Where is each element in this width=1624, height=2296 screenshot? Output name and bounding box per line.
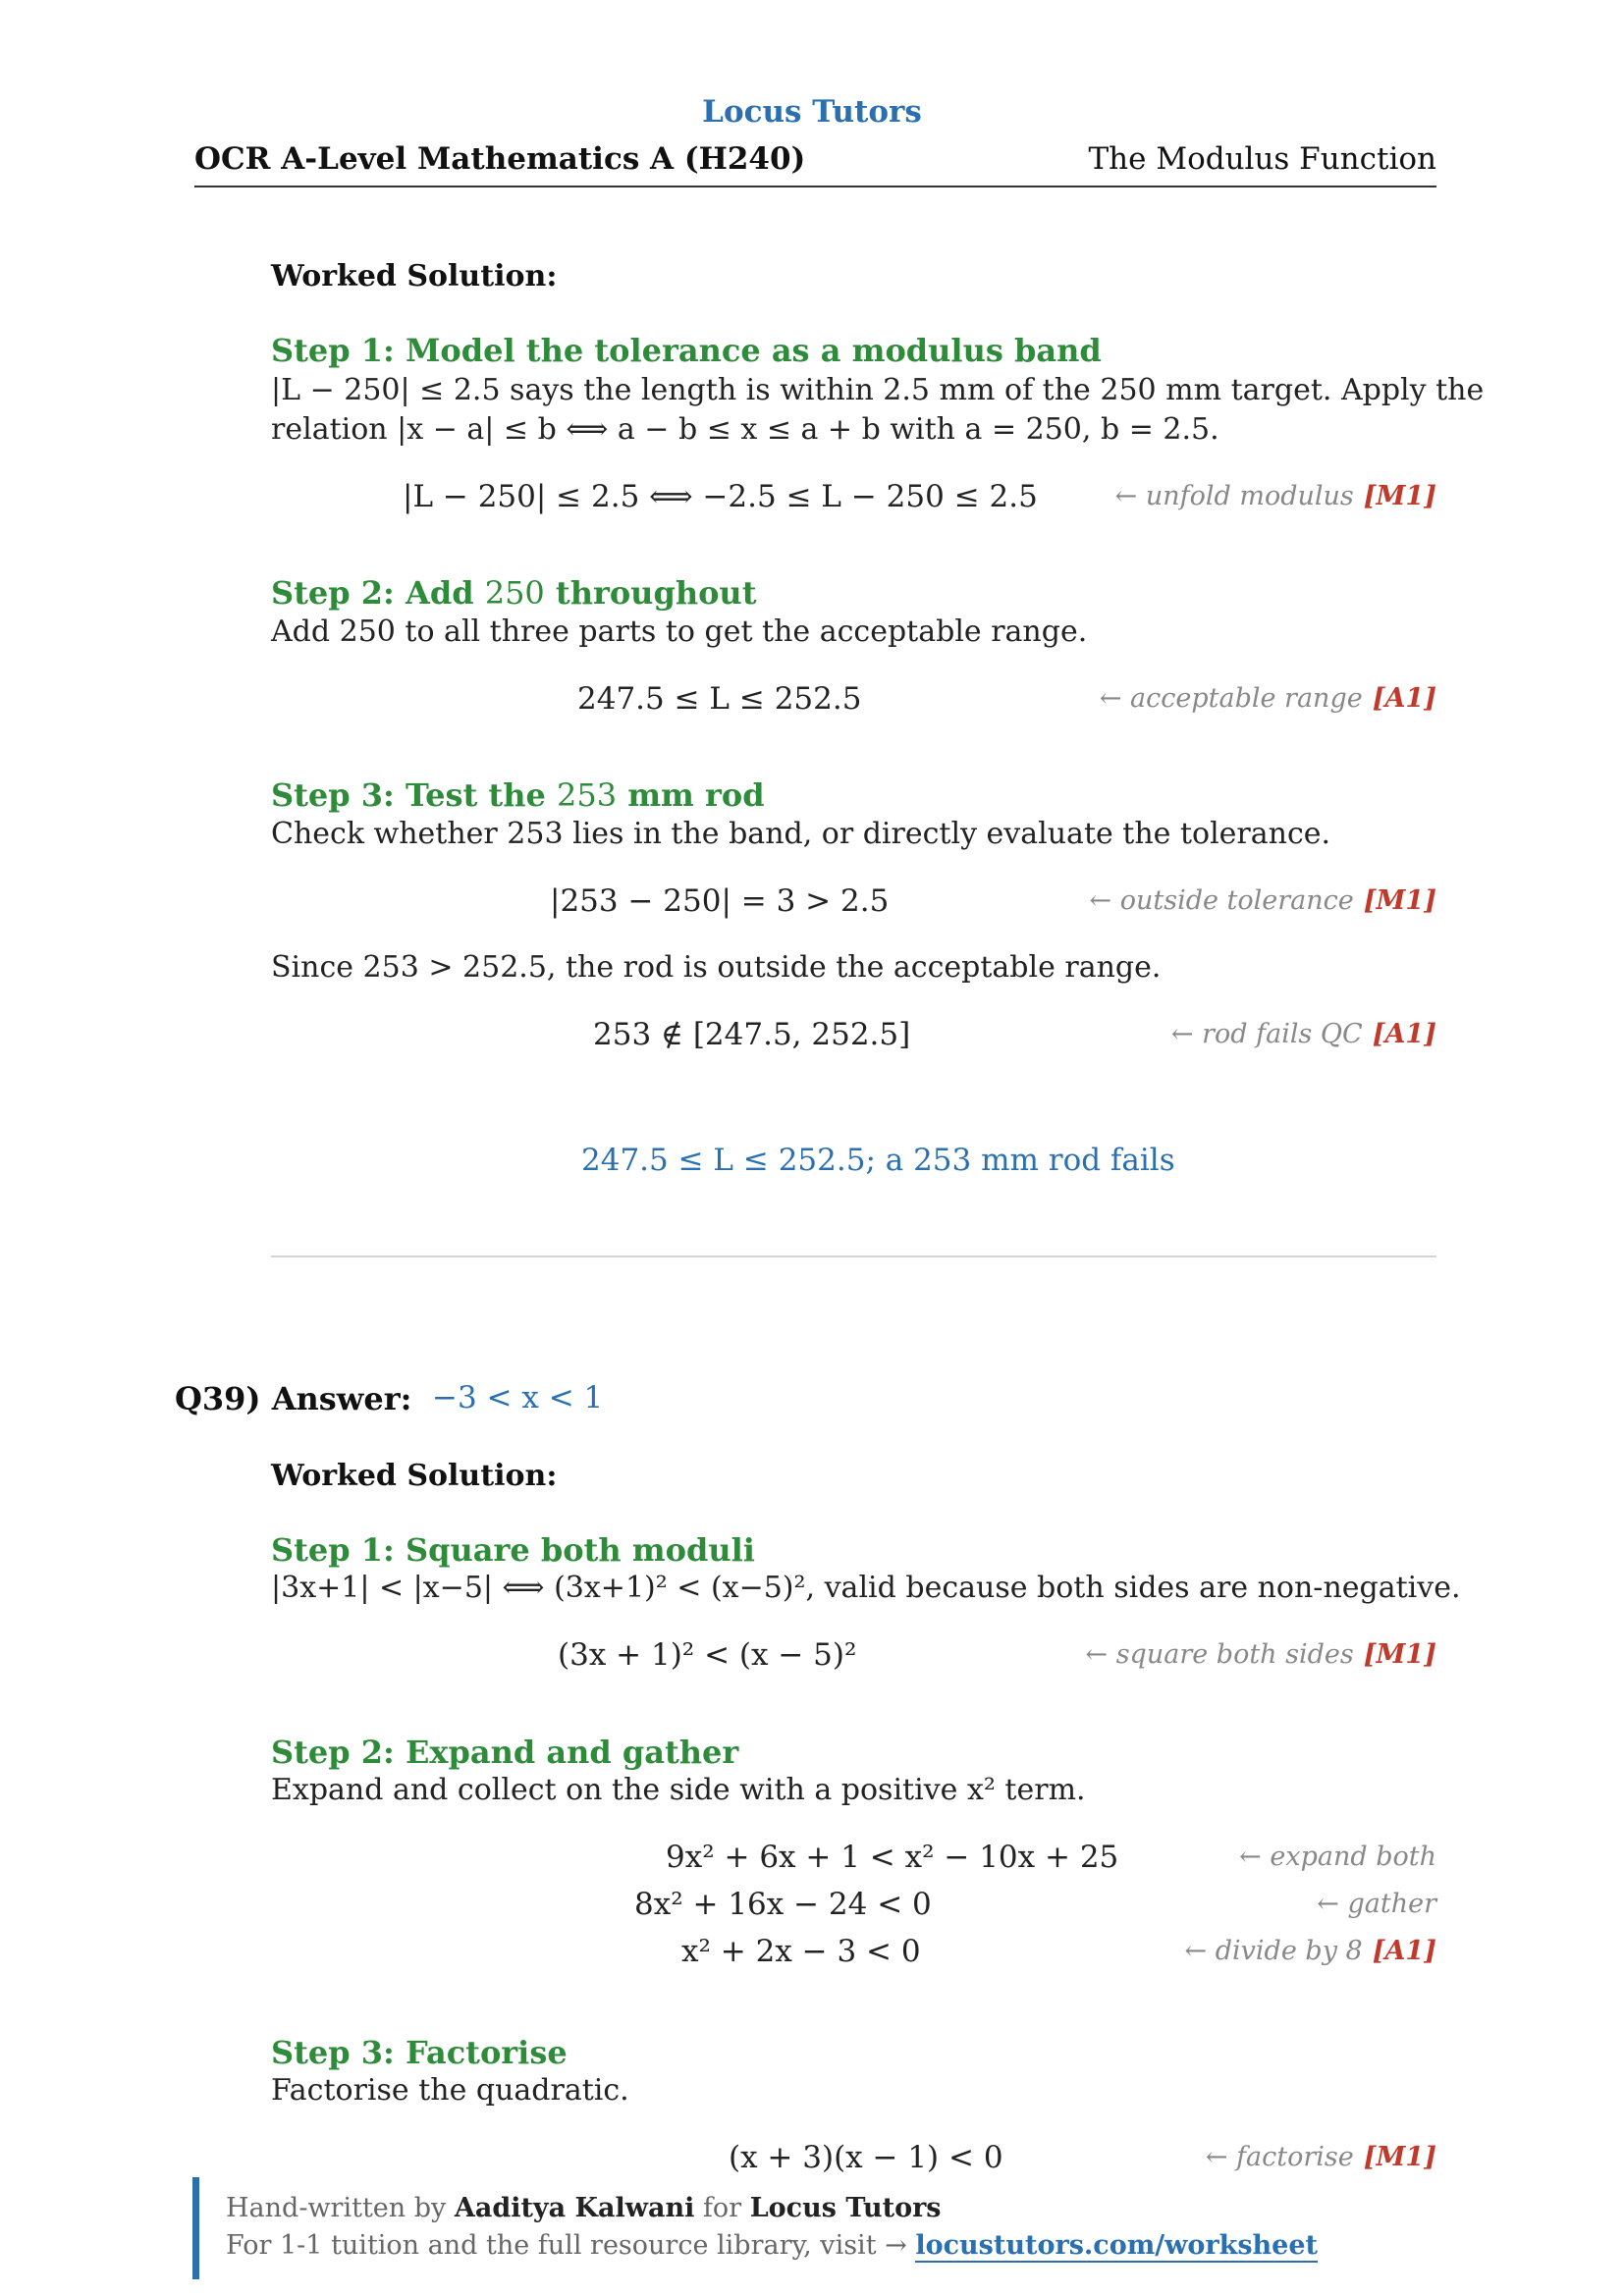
final-answer: 247.5 ≤ L ≤ 252.5; a 253 mm rod fails bbox=[581, 1143, 1175, 1178]
step-note bbox=[1239, 1842, 1436, 1872]
step-title-number: 253 bbox=[556, 776, 618, 814]
step-text: Since 253 > 252.5, the rod is outside the acceptable range. bbox=[271, 950, 1162, 985]
step-title bbox=[271, 574, 756, 612]
footer-promo bbox=[226, 2230, 1318, 2261]
section-divider bbox=[271, 1255, 1436, 1257]
brand-title: Locus Tutors bbox=[702, 94, 922, 130]
step-note bbox=[1115, 481, 1436, 511]
math-line: 8x² + 16x − 24 < 0 bbox=[634, 1887, 932, 1922]
math-line: |L − 250| ≤ 2.5 ⟺ −2.5 ≤ L − 250 ≤ 2.5 bbox=[403, 479, 1038, 514]
note-text: ← divide by 8 bbox=[1184, 1936, 1363, 1966]
note-text: ← factorise bbox=[1205, 2142, 1354, 2172]
step-title-part: Step 3: Test the bbox=[271, 776, 557, 814]
step-note bbox=[1085, 1639, 1436, 1670]
step-text: Add 250 to all three parts to get the acceptable range. bbox=[271, 614, 1088, 649]
mark-badge: [M1] bbox=[1363, 481, 1436, 511]
step-title: Step 3: Factorise bbox=[271, 2034, 568, 2071]
mark-badge: [M1] bbox=[1363, 2142, 1436, 2172]
step-note bbox=[1171, 1019, 1436, 1049]
step-title: Step 1: Model the tolerance as a modulus band bbox=[271, 332, 1102, 369]
step-title-part: throughout bbox=[544, 574, 757, 612]
footer-accent-bar bbox=[192, 2177, 199, 2279]
math-line: |253 − 250| = 3 > 2.5 bbox=[550, 883, 890, 919]
mark-badge: [A1] bbox=[1372, 1936, 1436, 1966]
math-line: 253 ∉ [247.5, 252.5] bbox=[593, 1017, 911, 1052]
step-note bbox=[1100, 683, 1436, 714]
footer-text: Hand-written by bbox=[226, 2193, 455, 2223]
footer-brand: Locus Tutors bbox=[749, 2193, 942, 2223]
course-title: OCR A-Level Mathematics A (H240) bbox=[194, 141, 806, 177]
note-text: ← unfold modulus bbox=[1114, 481, 1354, 511]
worked-solution-label: Worked Solution: bbox=[271, 1459, 558, 1493]
mark-badge: [M1] bbox=[1363, 1639, 1436, 1670]
step-text: |L − 250| ≤ 2.5 says the length is within 2.5 mm of the 250 mm target. Apply the bbox=[271, 373, 1485, 407]
step-title bbox=[271, 776, 765, 814]
step-title-part: mm rod bbox=[617, 776, 765, 814]
step-note bbox=[1090, 885, 1436, 916]
footer-credit bbox=[226, 2193, 942, 2223]
note-text: ← gather bbox=[1317, 1889, 1436, 1919]
step-title: Step 1: Square both moduli bbox=[271, 1531, 755, 1569]
step-text: Expand and collect on the side with a positive x² term. bbox=[271, 1773, 1086, 1807]
step-note bbox=[1206, 2142, 1436, 2172]
step-title-part: Step 2: Add bbox=[271, 574, 485, 612]
step-note bbox=[1185, 1936, 1436, 1966]
footer-link[interactable]: locustutors.com/worksheet bbox=[915, 2230, 1319, 2261]
note-text: ← square both sides bbox=[1085, 1639, 1354, 1670]
note-text: ← rod fails QC bbox=[1170, 1019, 1363, 1049]
mark-badge: [A1] bbox=[1372, 1019, 1436, 1049]
footer-author: Aaditya Kalwani bbox=[454, 2193, 695, 2223]
header-rule bbox=[194, 186, 1436, 187]
note-text: ← expand both bbox=[1239, 1842, 1436, 1872]
worked-solution-label: Worked Solution: bbox=[271, 259, 558, 294]
question-label: Q39) Answer: bbox=[175, 1380, 412, 1417]
step-text: Check whether 253 lies in the band, or directly evaluate the tolerance. bbox=[271, 817, 1331, 851]
note-text: ← outside tolerance bbox=[1089, 885, 1354, 916]
footer-text: For 1-1 tuition and the full resource library, visit → bbox=[226, 2230, 916, 2261]
footer-text: for bbox=[694, 2193, 750, 2223]
math-line: (3x + 1)² < (x − 5)² bbox=[558, 1637, 857, 1673]
step-title-number: 250 bbox=[484, 574, 545, 612]
note-text: ← acceptable range bbox=[1099, 683, 1363, 714]
step-text: |3x+1| < |x−5| ⟺ (3x+1)² < (x−5)², valid because both sides are non-negative. bbox=[271, 1571, 1461, 1605]
mark-badge: [M1] bbox=[1363, 885, 1436, 916]
step-text: Factorise the quadratic. bbox=[271, 2073, 629, 2108]
mark-badge: [A1] bbox=[1372, 683, 1436, 714]
math-line: (x + 3)(x − 1) < 0 bbox=[729, 2140, 1003, 2175]
math-line: 9x² + 6x + 1 < x² − 10x + 25 bbox=[666, 1840, 1119, 1875]
step-title: Step 2: Expand and gather bbox=[271, 1734, 739, 1771]
step-text: relation |x − a| ≤ b ⟺ a − b ≤ x ≤ a + b with a = 250, b = 2.5. bbox=[271, 412, 1219, 447]
step-note bbox=[1317, 1889, 1436, 1919]
topic-title: The Modulus Function bbox=[1088, 141, 1436, 177]
math-line: 247.5 ≤ L ≤ 252.5 bbox=[577, 681, 862, 717]
math-line: x² + 2x − 3 < 0 bbox=[681, 1934, 921, 1969]
question-answer: −3 < x < 1 bbox=[432, 1380, 604, 1415]
